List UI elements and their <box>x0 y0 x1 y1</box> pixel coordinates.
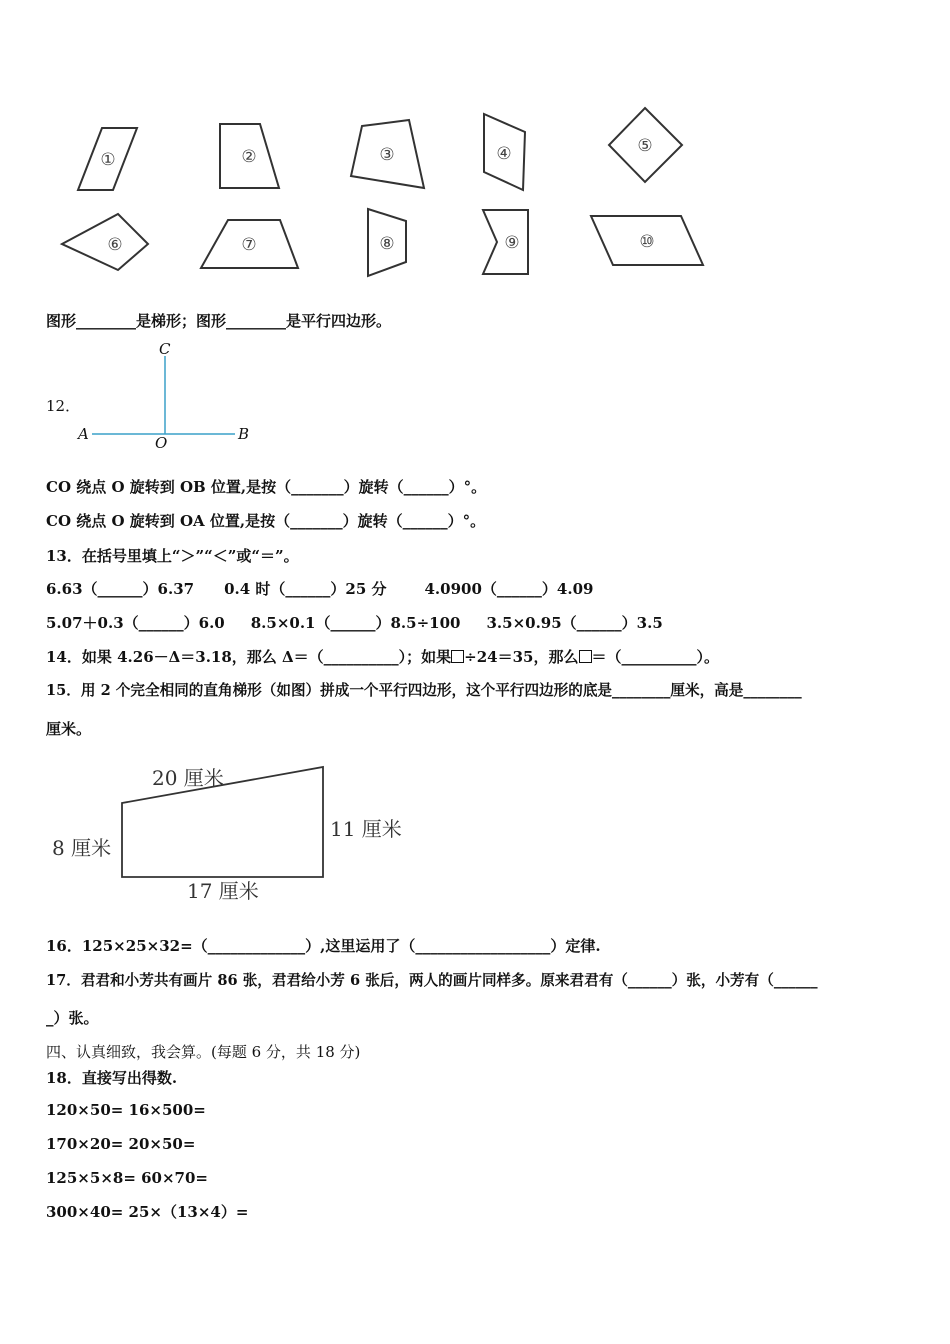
q13-item-5: 8.5×0.1（______）8.5÷100 <box>250 614 461 632</box>
q13-item-6: 3.5×0.95（______）3.5 <box>486 614 663 632</box>
q12-number: 12． <box>46 397 81 415</box>
shape-label-6: ⑥ <box>107 235 123 255</box>
q13-item-1: 6.63（______）6.37 <box>46 580 195 598</box>
q15-line: 15．用 2 个完全相同的直角梯形（如图）拼成一个平行四边形，这个平行四边形的底是________厘米，高是________ <box>46 682 802 699</box>
q18-row-2: 170×20= 20×50= <box>46 1135 196 1153</box>
q15-trapezoid-figure <box>40 755 420 915</box>
shape-label-5: ⑤ <box>637 136 653 156</box>
q14-part-c: ＝（__________）。 <box>591 648 720 666</box>
q13-item-3: 4.0900（______）4.09 <box>424 580 594 598</box>
q12-line-2: CO 绕点 O 旋转到 OA 位置,是按（_______）旋转（______）°。 <box>46 512 486 530</box>
q14-line <box>46 647 719 667</box>
q18-row-4: 300×40= 25×（13×4）= <box>46 1203 249 1221</box>
shape-label-10: ⑩ <box>639 232 655 252</box>
trapezoid-left-label: 8 厘米 <box>52 836 112 860</box>
shape-label-8: ⑧ <box>379 234 395 254</box>
q12-angle-figure <box>70 338 260 453</box>
q18-row-3: 125×5×8= 60×70= <box>46 1169 208 1187</box>
shapes-figure <box>0 95 760 295</box>
shape-label-1: ① <box>100 150 116 170</box>
q13-title: 13．在括号里填上“＞”“＜”或“＝”。 <box>46 547 299 565</box>
trapezoid-bottom-label: 17 厘米 <box>187 879 259 903</box>
q15-line-cont: 厘米。 <box>46 720 92 738</box>
q16-line: 16．125×25×32=（_____________）,这里运用了（__________________）定律. <box>46 937 601 955</box>
trapezoid-right-label: 11 厘米 <box>330 817 402 841</box>
point-b-label: B <box>238 425 250 443</box>
section-4-title: 四、认真细致，我会算。(每题 6 分，共 18 分) <box>46 1043 361 1061</box>
q13-item-4: 5.07＋0.3（______）6.0 <box>46 614 225 632</box>
q13-row-2 <box>46 613 663 633</box>
shape-label-9: ⑨ <box>504 233 520 253</box>
shape-label-3: ③ <box>379 145 395 165</box>
point-o-label: O <box>155 434 168 452</box>
box-icon <box>579 650 592 663</box>
q18-title: 18．直接写出得数. <box>46 1069 178 1087</box>
q14-part-b: ÷24＝35，那么 <box>464 648 579 666</box>
box-icon <box>451 650 464 663</box>
q13-item-2: 0.4 时（______）25 分 <box>224 580 387 598</box>
point-c-label: C <box>159 340 171 358</box>
q17-line-cont: _）张。 <box>46 1009 99 1027</box>
trapezoid-top-label: 20 厘米 <box>152 766 224 790</box>
shape-label-4: ④ <box>496 144 512 164</box>
q17-line: 17．君君和小芳共有画片 86 张，君君给小芳 6 张后，两人的画片同样多。原来君君有（______）张，小芳有（______ <box>46 972 818 989</box>
q12-line-1: CO 绕点 O 旋转到 OB 位置,是按（_______）旋转（______）°。 <box>46 478 487 496</box>
shapes-answer-line: 图形________是梯形；图形________是平行四边形。 <box>46 312 392 330</box>
shape-label-7: ⑦ <box>241 235 257 255</box>
q18-row-1: 120×50= 16×500= <box>46 1101 206 1119</box>
point-a-label: A <box>78 425 89 443</box>
shape-label-2: ② <box>241 147 257 167</box>
shape-6 <box>62 214 148 270</box>
q14-part-a: 14．如果 4.26－Δ＝3.18，那么 Δ＝（__________）；如果 <box>46 648 452 666</box>
q13-row-1 <box>46 579 593 599</box>
